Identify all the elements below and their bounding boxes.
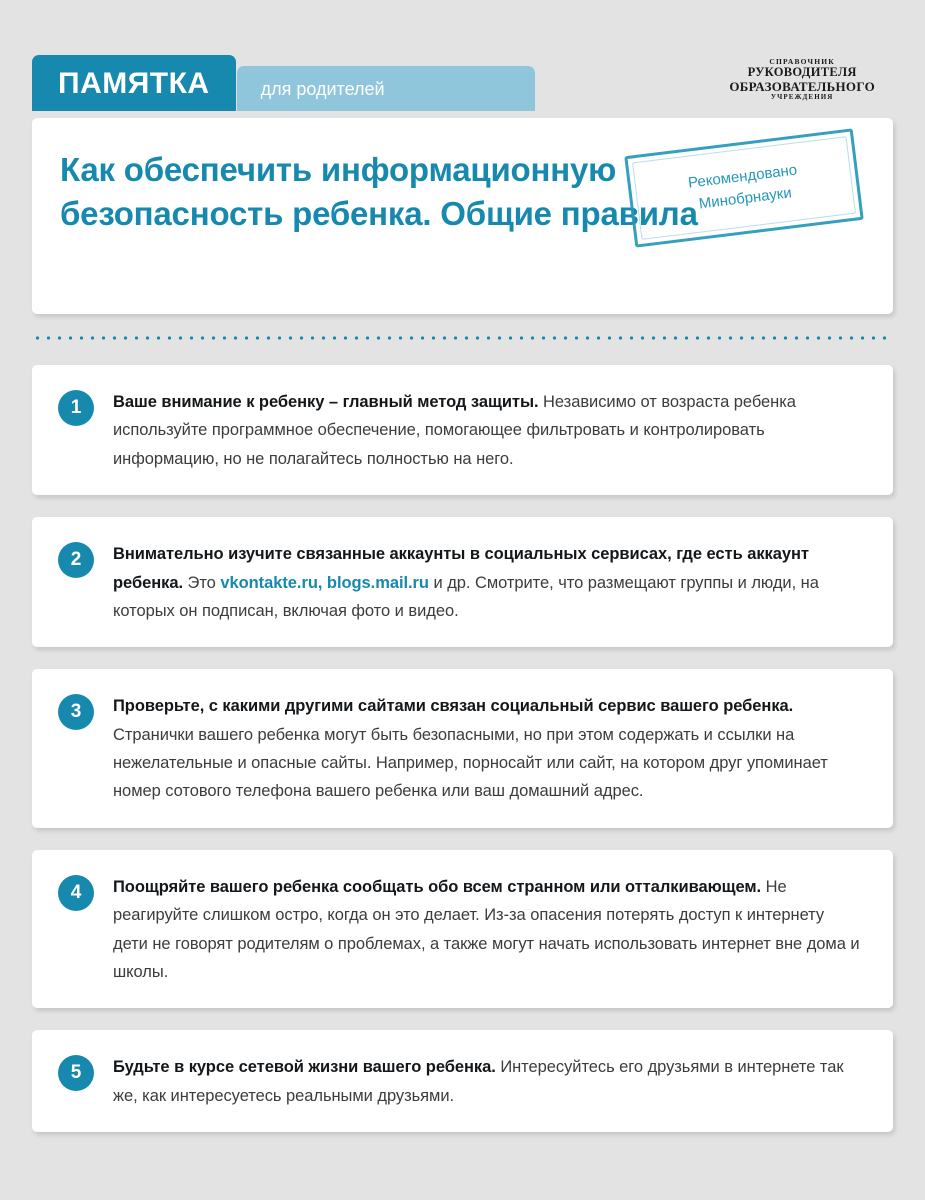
recommendation-stamp (624, 128, 863, 247)
item-number: 4 (58, 875, 94, 911)
item-link[interactable]: vkontakte.ru, blogs.mail.ru (220, 573, 429, 592)
logo-line-4: УЧРЕЖДЕНИЯ (770, 92, 834, 101)
item-text (113, 1052, 863, 1110)
item-number: 1 (58, 390, 94, 426)
item-text (113, 872, 863, 987)
list-item (32, 1030, 893, 1132)
item-text (113, 691, 863, 806)
item-text (113, 539, 863, 625)
item-text-bold: Будьте в курсе сетевой жизни вашего ребенка. (113, 1058, 496, 1077)
publisher-logo (729, 58, 875, 101)
dotted-divider (32, 336, 893, 340)
title-card (32, 118, 893, 314)
item-text-bold: Ваше внимание к ребенку – главный метод защиты. (113, 393, 539, 411)
tips-list (32, 365, 893, 1154)
list-item (32, 669, 893, 828)
item-text-rest-2: и др. Смотрите, что размещают группы и люди, на которых он подписан, включая фото и видео. (113, 573, 819, 620)
list-item (32, 365, 893, 495)
logo-line-2: РУКОВОДИТЕЛЯ (747, 65, 857, 80)
item-text-rest: Независимо от возраста ребенка используйте программное обеспечение, помогающее фильтровать и контролировать информацию, но не полагайтесь полностью на него. (113, 393, 796, 468)
item-text-rest: Не реагируйте слишком остро, когда он это делает. Из-за опасения потерять доступ к интернету дети не говорят родителям о проблемах, а также могут начать использовать интернет вне дома и школы. (113, 877, 860, 981)
item-number: 2 (58, 542, 94, 578)
item-text-rest-1: Это (183, 573, 221, 592)
stamp-line-1: Рекомендовано (687, 161, 799, 192)
logo-line-1: СПРАВОЧНИК (769, 57, 835, 66)
item-text (113, 387, 863, 473)
header-tabs (32, 55, 535, 111)
item-text-bold: Внимательно изучите связанные аккаунты в социальных сервисах, где есть аккаунт ребенка. (113, 545, 809, 592)
list-item (32, 517, 893, 647)
item-text-rest: Странички вашего ребенка могут быть безопасными, но при этом содержать и ссылки на нежелательные и опасные сайты. Например, порносайт или сайт, на котором друг упоминает номер сотового телефона вашего ребенка или ваш домашний адрес. (113, 725, 828, 801)
tab-pamyatka[interactable]: ПАМЯТКА (32, 55, 236, 111)
list-item (32, 850, 893, 1009)
item-number: 5 (58, 1055, 94, 1091)
stamp-text (624, 128, 863, 247)
stamp-line-2: Минобрнауки (697, 184, 793, 213)
page-title: Как обеспечить информационную безопасность ребенка. Общие правила (60, 151, 698, 232)
item-number: 3 (58, 694, 94, 730)
logo-line-3: ОБРАЗОВАТЕЛЬНОГО (729, 78, 875, 94)
item-text-bold: Поощряйте вашего ребенка сообщать обо всем странном или отталкивающем. (113, 877, 762, 896)
item-text-bold: Проверьте, с какими другими сайтами связан социальный сервис вашего ребенка. (113, 697, 794, 716)
item-text-rest: Интересуйтесь его друзьями в интернете так же, как интересуетесь реальными друзьями. (113, 1058, 844, 1105)
tab-dlya-roditelei[interactable]: для родителей (237, 66, 535, 111)
